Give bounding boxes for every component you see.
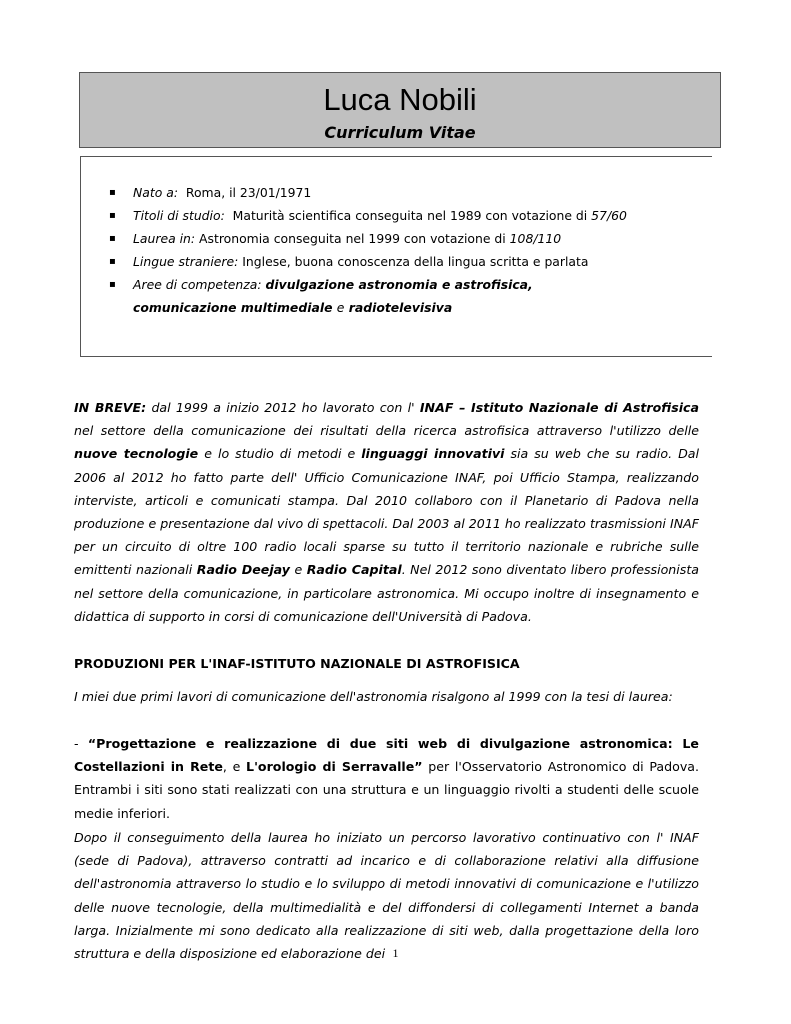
- info-skills: ▪ Aree di competenza: divulgazione astronomia e astrofisica, comunicazione multimediale e radiotelevisiva: [109, 273, 699, 319]
- bullet-icon: ▪: [109, 210, 116, 221]
- bullet-icon: ▪: [109, 279, 116, 290]
- productions-intro: I miei due primi lavori di comunicazione dell'astronomia risalgono al 1999 con la tesi di laurea:: [74, 689, 673, 704]
- thesis-item: - “Progettazione e realizzazione di due siti web di divulgazione astronomica: Le Costellazioni in Rete, e L'orologio di Serravalle” per l'Osservatorio Astronomico di Padova. Entrambi i siti sono stati realizzati con una struttura e un linguaggio rivolti a studenti delle scuole medie inferiori.: [74, 736, 699, 821]
- skills-continuation: comunicazione multimediale e radiotelevisiva: [133, 300, 453, 315]
- cv-header: [79, 72, 721, 148]
- section-heading: PRODUZIONI PER L'INAF-ISTITUTO NAZIONALE DI ASTROFISICA: [74, 656, 520, 671]
- info-languages: ▪ Lingue straniere: Inglese, buona conoscenza della lingua scritta e parlata: [109, 250, 699, 273]
- bullet-icon: ▪: [109, 256, 116, 267]
- info-degree: ▪ Laurea in: Astronomia conseguita nel 1999 con votazione di 108/110: [109, 227, 699, 250]
- info-titles: ▪ Titoli di studio: Maturità scientifica conseguita nel 1989 con votazione di 57/60: [109, 204, 699, 227]
- page-number: 1: [392, 946, 399, 960]
- career-paragraph: Dopo il conseguimento della laurea ho iniziato un percorso lavorativo continuativo con l' INAF (sede di Padova), attraverso contratti ad incarico e di collaborazione relativi alla diffusione dell'astronomia attraverso lo studio e lo sviluppo di metodi innovativi di comunicazione e l'utilizzo delle nuove tecnologie, della multimedialità e del diffondersi di collegamenti Internet a banda larga. Inizialmente mi sono dedicato alla realizzazione di siti web, dalla progettazione della loro struttura e della disposizione ed elaborazione dei: [74, 830, 699, 962]
- bullet-icon: ▪: [109, 187, 116, 198]
- info-born: ▪ Nato a: Roma, il 23/01/1971: [109, 181, 699, 204]
- cv-subtitle: Curriculum Vitae: [324, 123, 476, 142]
- bullet-icon: ▪: [109, 233, 116, 244]
- personal-info-list: [109, 181, 699, 319]
- personal-info-box: [80, 156, 712, 357]
- person-name: Luca Nobili: [323, 82, 477, 117]
- summary-paragraph: IN BREVE: dal 1999 a inizio 2012 ho lavorato con l' INAF – Istituto Nazionale di Astrofisica nel settore della comunicazione dei risultati della ricerca astrofisica attraverso l'utilizzo delle nuove tecnologie e lo studio di metodi e linguaggi innovativi sia su web che su radio. Dal 2006 al 2012 ho fatto parte dell' Ufficio Comunicazione INAF, poi Ufficio Stampa, realizzando interviste, articoli e comunicati stampa. Dal 2010 collaboro con il Planetario di Padova nella produzione e presentazione dal vivo di spettacoli. Dal 2003 al 2011 ho realizzato trasmissioni INAF per un circuito di oltre 100 radio locali sparse su tutto il territorio nazionale e rubriche sulle emittenti nazionali Radio Deejay e Radio Capital. Nel 2012 sono diventato libero professionista nel settore della comunicazione, in particolare astronomica. Mi occupo inoltre di insegnamento e didattica di supporto in corsi di comunicazione dell'Università di Padova.: [74, 400, 700, 624]
